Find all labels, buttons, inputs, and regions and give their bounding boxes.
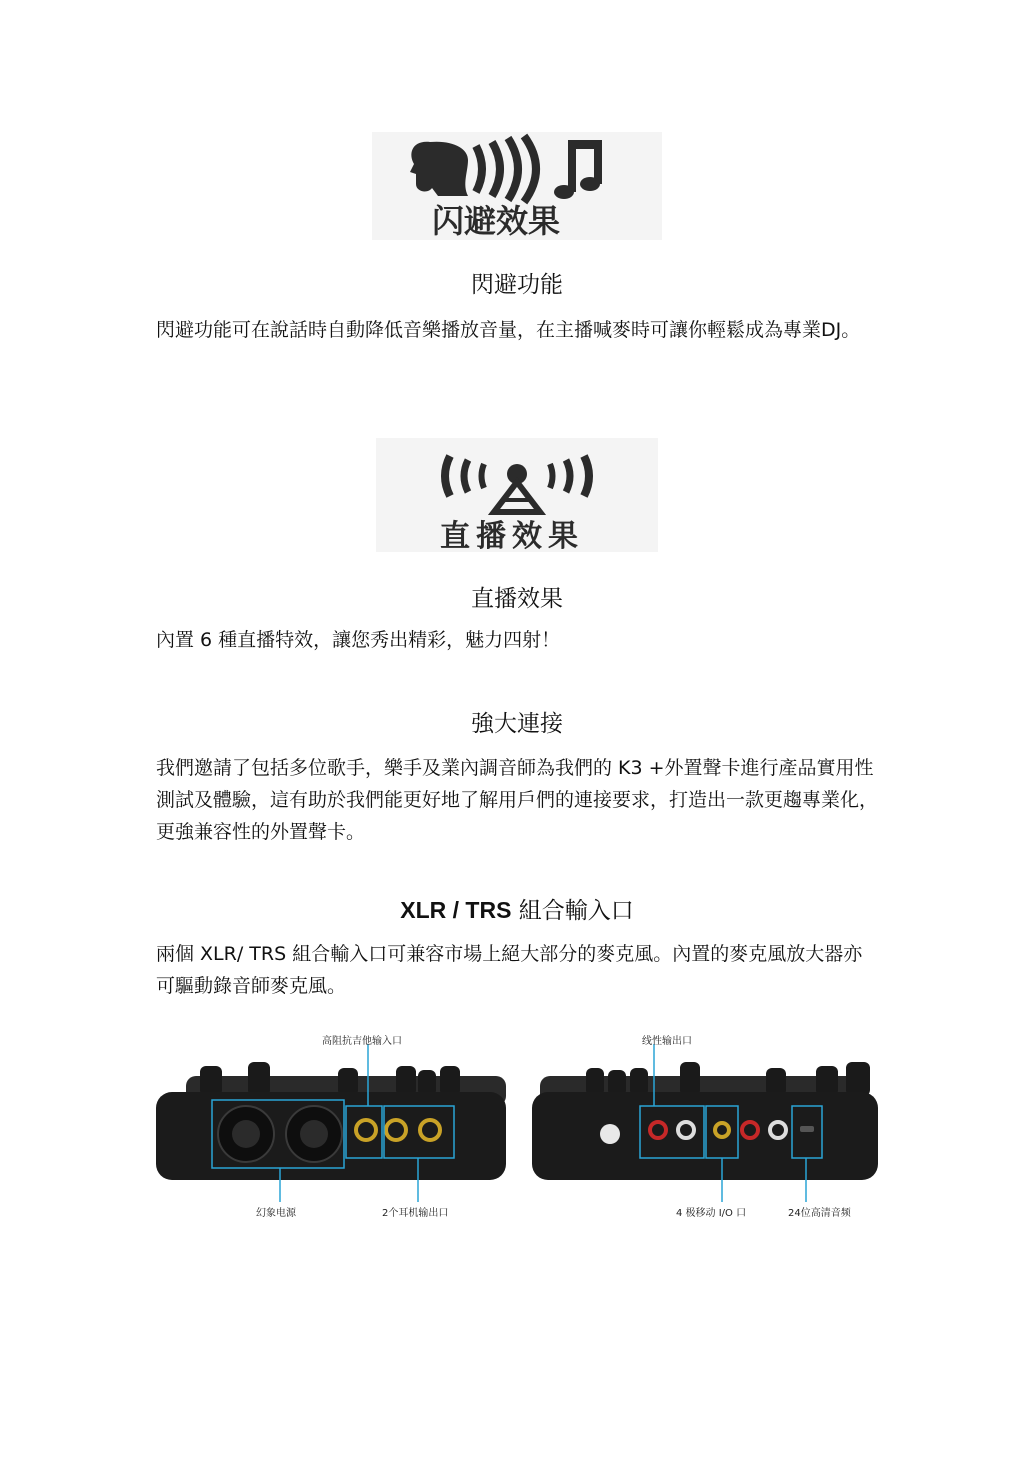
head-sound-waves-music-note-icon [372,132,662,240]
section-body-ducking: 閃避功能可在說話時自動降低音樂播放音量，在主播喊麥時可讓你輕鬆成為專業DJ。 [156,319,861,341]
section-body-connection: 我們邀請了包括多位歌手，樂手及業內調音師為我們的 K3 +外置聲卡進行產品實用性測試及體驗，這有助於我們能更好地了解用戶們的連接要求，打造出一款更趨專業化，更強兼容性的外置聲卡。 [156,757,879,843]
callout-phantom-power: 幻象电源 [256,1208,296,1219]
logo-caption: 闪避效果 [432,202,561,240]
section-body-xlr: 兩個 XLR/ TRS 組合輸入口可兼容市場上絕大部分的麥克風。內置的麥克風放大器亦可驅動錄音師麥克風。 [156,943,863,997]
sound-card-ports-diagram [156,1026,878,1226]
section-heading-live: 直播效果 [471,586,563,612]
ducking-effect-logo [372,132,662,240]
heading-bold-part: XLR / TRS [400,897,512,923]
section-heading-xlr [0,892,1034,925]
device-back-image [532,1062,878,1180]
callout-guitar-input: 高阻抗吉他输入口 [322,1036,402,1047]
live-effect-logo [376,438,658,552]
callout-mobile-io: 4 极移动 I/O 口 [676,1208,747,1219]
logo-caption: 直播效果 [440,519,584,552]
heading-rest-part: 組合輸入口 [511,898,634,924]
device-front-image [156,1062,506,1180]
broadcast-tower-icon [376,438,658,552]
callout-line-output: 线性输出口 [642,1036,692,1047]
section-heading-ducking: 閃避功能 [471,272,563,298]
callout-hd-audio: 24位高清音频 [788,1208,851,1219]
product-figure [156,1026,878,1226]
callout-headphone-out: 2个耳机输出口 [382,1208,449,1219]
section-body-live: 內置 6 種直播特效，讓您秀出精彩，魅力四射！ [156,629,561,651]
section-heading-connection: 強大連接 [471,711,563,737]
